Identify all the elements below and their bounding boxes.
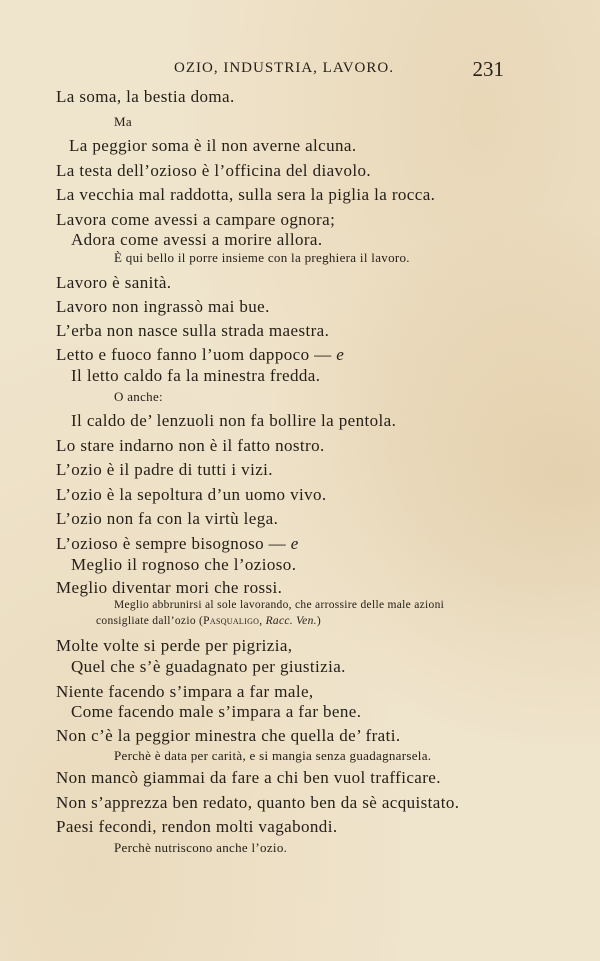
proverb-line: Non mancò giammai da fare a chi ben vuol trafficare. <box>56 768 441 787</box>
proverb-line: L’erba non nasce sulla strada maestra. <box>56 321 330 340</box>
proverb-line: Molte volte si perde per pigrizia, <box>56 636 293 655</box>
proverb-line: Lavoro non ingrassò mai bue. <box>56 297 270 316</box>
proverb-line: Il letto caldo fa la minestra fredda. <box>71 366 321 385</box>
proverb-line: Lavoro è sanità. <box>56 273 172 292</box>
note-line: Ma <box>114 114 132 129</box>
proverb-line: Non c’è la peggior minestra che quella de’ frati. <box>56 726 401 745</box>
proverb-line: Meglio diventar mori che rossi. <box>56 578 283 597</box>
proverb-line: La testa dell’ozioso è l’officina del diavolo. <box>56 161 372 180</box>
proverb-line: La soma, la bestia doma. <box>56 87 235 106</box>
proverb-line: La peggior soma è il non averne alcuna. <box>69 136 357 155</box>
proverb-line: Adora come avessi a morire allora. <box>71 230 323 249</box>
note-line: Perchè nutriscono anche l’ozio. <box>114 840 288 855</box>
proverb-line: Come facendo male s’impara a far bene. <box>71 702 362 721</box>
page-number: 231 <box>472 57 504 81</box>
proverb-line: L’ozio non fa con la virtù lega. <box>56 509 279 528</box>
proverb-line: La vecchia mal raddotta, sulla sera la piglia la rocca. <box>56 185 436 204</box>
running-title: OZIO, INDUSTRIA, LAVORO. <box>174 60 394 76</box>
proverb-line: Letto e fuoco fanno l’uom dappoco — e <box>56 345 345 364</box>
proverb-line: Il caldo de’ lenzuoli non fa bollire la pentola. <box>71 411 397 430</box>
proverb-line: Lavora come avessi a campare ognora; <box>56 210 336 229</box>
note-line: È qui bello il porre insieme con la preghiera il lavoro. <box>114 250 410 265</box>
proverb-line: Meglio il rognoso che l’ozioso. <box>71 555 297 574</box>
note-line: O anche: <box>114 389 163 404</box>
note-line: consigliate dall’ozio (Pasqualigo, Racc. Ven.) <box>96 615 321 627</box>
proverb-line: Non s’apprezza ben redato, quanto ben da sè acquistato. <box>56 793 460 812</box>
proverb-line: Lo stare indarno non è il fatto nostro. <box>56 436 325 455</box>
proverb-line: Paesi fecondi, rendon molti vagabondi. <box>56 817 338 836</box>
proverb-line: L’ozio è il padre di tutti i vizi. <box>56 460 273 479</box>
proverb-line: Niente facendo s’impara a far male, <box>56 682 314 701</box>
note-line: Meglio abbrunirsi al sole lavorando, che arrossire delle male azioni <box>114 599 445 611</box>
proverb-line: L’ozio è la sepoltura d’un uomo vivo. <box>56 485 327 504</box>
note-line: Perchè è data per carità, e si mangia senza guadagnarsela. <box>114 748 432 763</box>
proverb-line: L’ozioso è sempre bisognoso — e <box>56 534 299 553</box>
proverb-line: Quel che s’è guadagnato per giustizia. <box>71 657 346 676</box>
